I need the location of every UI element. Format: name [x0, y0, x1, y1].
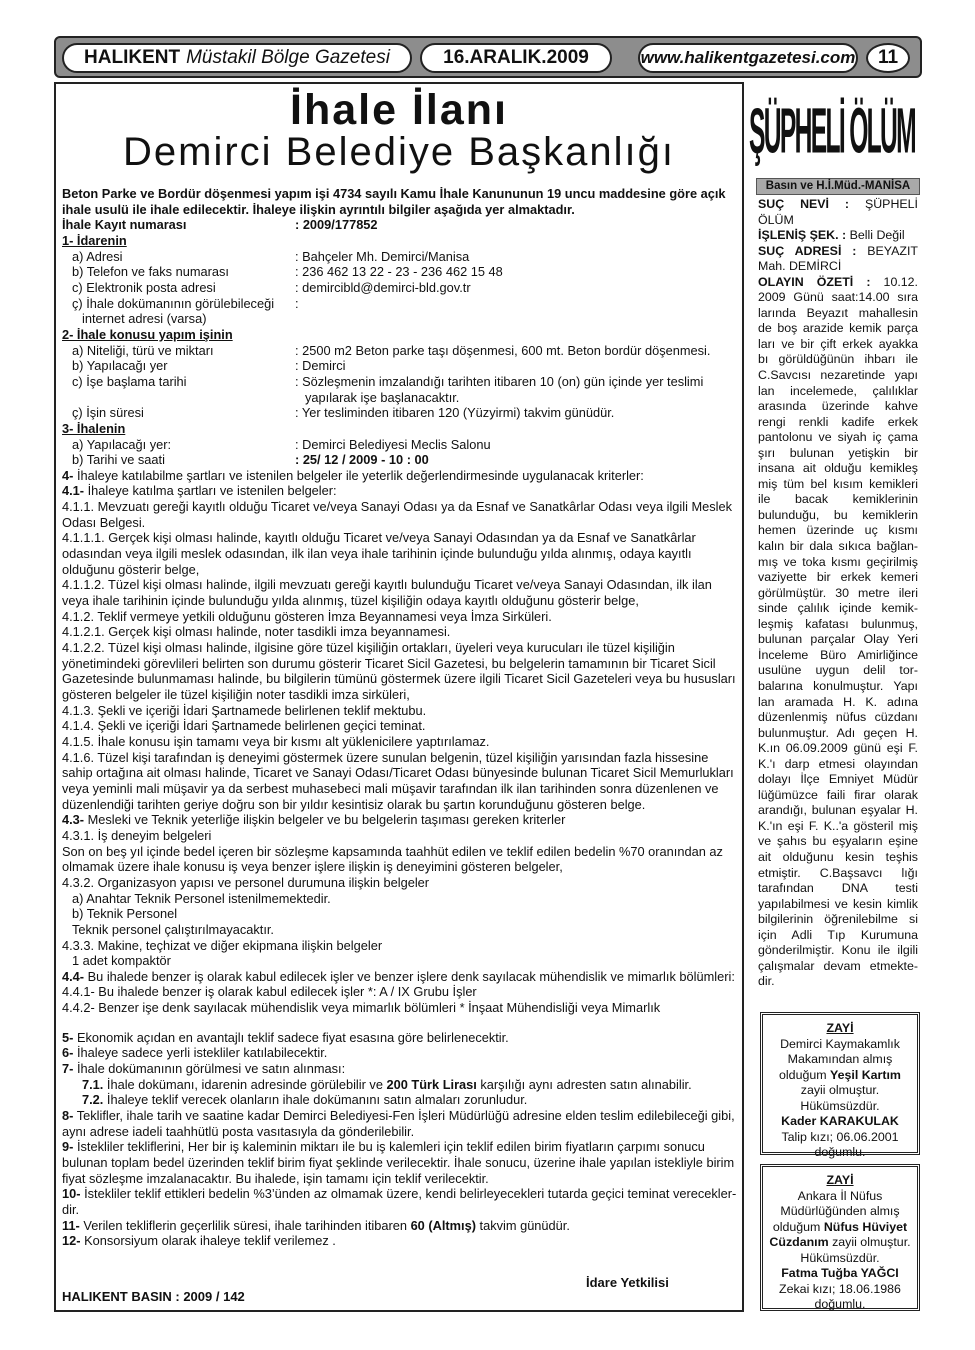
section-7: 7- İhale dokümanının görülmesi ve satın alınması:	[62, 1061, 346, 1077]
item-4-1-1-1: 4.1.1.1. Gerçek kişi olması halinde, kayıtlı olduğu Ticaret ve/veya Sanayi Odasından ya da Esnaf ve Sanatkârlar odasından veya ilgili meslek odasından, ilk ilan veya ihale tarihinin içinde bulunduğu yılda alınmış, odaya kayıtlı olduğunu gösterir belge,	[62, 530, 696, 577]
item-4-1-4: 4.1.4. Şekli ve içeriği İdari Şartnamede belirlenen geçici teminat.	[62, 718, 426, 734]
website-url[interactable]: www.halikentgazetesi.com	[638, 43, 858, 73]
tender-notice	[54, 82, 744, 1312]
section-3-title: 3- İhalenin	[62, 420, 126, 436]
item-4-1-1-2: 4.1.1.2. Tüzel kişi olması halinde, ilgili mevzuatı gereği kayıtlı bulunduğu Ticaret ve/veya Sanayi Odasından, ilk ilan veya ihale tarihinin içinde bulunduğu yılda alınmış, tüzel kişiliğin odaya kayıtlı olduğunu gösterir belge,	[62, 577, 712, 609]
section-8: 8- Teklifler, ihale tarih ve saatine kadar Demirci Belediyesi-Fen İşleri Müdürlüğü adresine elden teslim edilebileceği gibi, aynı adrese iadeli taahhütlü posta vasıtasıyla da gönderilebilir.	[62, 1108, 735, 1139]
news-article: SUÇ NEVİ : ŞÜPHELİ ÖLÜM İŞLENİŞ ŞEK. : Belli Değil SUÇ ADRESİ : BEYAZIT Mah. DEMİRCİ OLAYIN ÖZETİ : 10.12. 2009 Günü saat:14.00 sıra larında Beyazıt mahallesin de boş arazide kemik parça ları ve bir çift erkek ayakka bı görüldüğünün ihbarı ile C.Savcısı nezaretinde yapı lan incelemede, çalılıklar arasında üzerinde kahve rengi renkli kadife erkek pantolonu ve siyah iç çama şırı bulunan yetişkin bir insana ait olduğu kemikleş miş tüm bel kısım kemikleri ile bacak kemiklerinin bulunduğu, bu kemiklerin hemen üzerinde uç kısmı kalın bir dala sıkıca bağlanmış ve toka kısmı geçirilmiş vaziyette bir erkek kemeri görülmüştür. 30 metre ileri sinde çalılık içinde kemikleşmiş kafatası bulunmuş, bulunan parçalar Olay Yeri İnceleme Büro Amirliğince usulüne uygun delil torbalarına konulmuştur. Yapı lan aramada H. K. adına düzenlenmiş nüfus cüzdanı bulunmuştur. Adı geçen H. K.ın 06.09.2009 günü eşi F. K.'ı darp etmesi olayından dolayı İlçe Emniyet Müdür lüğümüzce faili firar olarak arandığı, bulunan eşyalar H. K.'ın eşi F. K..'a gösteril miş ve şahıs bu eşyaların eşine ait olduğunu kesin teşhis etmiştir. C.Başsavcı lığı tarafından DNA testi yapılabilmesi ve kesin kimlik bilgilerinin öğrenilebilme si için Adli Tıp Kurumuna gönderilmiştir. Konu ile ilgili çalışmalar devam etmektedir.	[758, 197, 918, 989]
section-11: 11- Verilen tekliflerin geçerlilik süresi, ihale tarihinden itibaren 60 (Altmış) takvim günüdür.	[62, 1217, 570, 1233]
section-4: 4- İhaleye katılabilme şartları ve istenilen belgeler ile yeterlik değerlendirmesinde uygulanacak kriterler:	[62, 467, 644, 483]
work-duration: ç) İşin süresi : Yer tesliminden itibaren 120 (Yüzyirmi) takvim günüdür.	[72, 405, 615, 421]
tender-datetime: b) Tarihi ve saati : 25/ 12 / 2009 - 10 : 00	[72, 452, 429, 468]
section-2-title: 2- İhale konusu yapım işinin	[62, 326, 233, 342]
tender-intro: Beton Parke ve Bordür döşenmesi yapım işi 4734 sayılı Kamu İhale Kanununun 19 uncu maddesine göre açık ihale usulü ile ihale edilecektir. İhaleye ilişkin ayrıntılı bilgiler aşağıda yer almaktadır.	[62, 186, 726, 217]
section-9: 9- İstekliler tekliflerini, Her bir iş kaleminin miktarı ile bu iş kalemleri için teklif edilen birim fiyatların çarpımı sonucu bulunan toplam bedel üzerinden teklif birim fiyat şeklinde verilecektir. İhale sonucu, üzerine ihale yapılan istekliyle birim fiyat sözleşme imzalanacaktır. Bu ihalede, işin tamamı için teklif verilecektir.	[62, 1139, 735, 1186]
admin-phone-fax: b) Telefon ve faks numarası : 236 462 13 22 - 23 - 236 462 15 48	[72, 264, 503, 280]
item-4-4-2: 4.4.2- Benzer işe denk sayılacak mühendislik veya mimarlık bölümleri * İnşaat Mühendisliği veya Mimarlık	[62, 1000, 661, 1016]
press-reference: HALIKENT BASIN : 2009 / 142	[62, 1289, 245, 1304]
item-4-4-1: 4.4.1- Bu ihalede benzer iş olarak kabul edilecek işler *: A / IX Grubu İşler	[62, 984, 477, 1000]
newspaper-name-bold: HALIKENT	[84, 47, 181, 68]
work-start-date: c) İşe başlama tarihi : Sözleşmenin imzalandığı tarihten itibaren 10 (on) gün içinde yer teslimi yapılarak işe başlanacaktır.	[72, 373, 704, 405]
newspaper-name-italic: Müstakil Bölge Gazetesi	[186, 47, 390, 68]
item-7-1: 7.1. İhale dokümanı, idarenin adresinde görülebilir ve 200 Türk Lirası karşılığı aynı adresten satın alınabilir.	[82, 1076, 692, 1092]
section-4-4: 4.4- Bu ihalede benzer iş olarak kabul edilecek işler ve benzer işlere denk sayılacak mühendislik ve mimarlık bölümleri:	[62, 968, 735, 984]
section-12: 12- Konsorsiyum olarak ihaleye teklif verilemez .	[62, 1233, 336, 1249]
section-4-3: 4.3- Mesleki ve Teknik yeterliğe ilişkin belgeler ve bu belgelerin taşıması gereken kriterler	[62, 812, 566, 828]
tender-venue: a) Yapılacağı yer: : Demirci Belediyesi Meclis Salonu	[72, 436, 491, 452]
item-4-3-3: 4.3.3. Makine, teçhizat ve diğer ekipmana ilişkin belgeler	[62, 937, 383, 953]
section-4-1: 4.1- İhaleye katılma şartları ve istenilen belgeler:	[62, 483, 337, 499]
item-4-3-3-a: 1 adet kompaktör	[72, 953, 171, 969]
tender-registration: İhale Kayıt numarası : 2009/177852	[62, 217, 378, 233]
item-4-3-2-c: Teknik personel çalıştırılmayacaktır.	[72, 921, 274, 937]
work-location: b) Yapılacağı yer : Demirci	[72, 358, 346, 374]
item-4-1-2-1: 4.1.2.1. Gerçek kişi olması halinde, noter tasdikli imza beyannamesi.	[62, 624, 451, 640]
section-10: 10- İstekliler teklif ettikleri bedelin %3’ünden az olmamak üzere, kendi belirleyecekleri tutarda geçici teminat vereceklerdir.	[62, 1186, 737, 1217]
section-1-title: 1- İdarenin	[62, 232, 127, 248]
lost-notice-id-card: ZAYİ Ankara İl Nüfus Müdürlüğünden almış olduğum Nüfus Hüviyet Cüzdanım zayii olmuştur. Hükümsüzdür. Fatma Tuğba YAĞCI Zekai kızı; 18.06.1986 doğumlu.	[760, 1164, 920, 1311]
work-nature: a) Niteliği, türü ve miktarı : 2500 m2 Beton parke taşı döşenmesi, 600 mt. Beton bordür döşenmesi.	[72, 342, 711, 358]
item-4-3-1-text: Son on beş yıl içinde bedel içeren bir sözleşme kapsamında taahhüt edilen ve teklif edilen bedelin %70 oranından az olmamak üzere ihale konusu iş veya benzer işlere ilişkin iş deneyimini gösteren belgeler,	[62, 843, 723, 875]
item-4-1-3: 4.1.3. Şekli ve içeriği İdari Şartnamede belirlenen teklif mektubu.	[62, 702, 427, 718]
section-5: 5- Ekonomik açıdan en avantajlı teklif sadece fiyat esasına göre belirlenecektir.	[62, 1029, 509, 1045]
admin-address: a) Adresi : Bahçeler Mh. Demirci/Manisa	[72, 248, 470, 264]
item-4-3-2-b: b) Teknik Personel	[72, 906, 178, 922]
page-number: 11	[866, 43, 910, 73]
page-header	[54, 36, 922, 78]
tender-body	[62, 186, 742, 1249]
tender-title: İhale İlanı	[290, 86, 508, 134]
admin-email: c) Elektronik posta adresi : demircibld@demirci-bld.gov.tr	[72, 279, 471, 295]
lost-notice-green-card: ZAYİ Demirci Kaymakamlık Makamından almış olduğum Yeşil Kartım zayii olmuştur. Hükümsüzdür. Kader KARAKULAK Talip kızı; 06.06.2001 doğumlu.	[760, 1012, 920, 1155]
item-4-1-1: 4.1.1. Mevzuatı gereği kayıtlı olduğu Ticaret ve/veya Sanayi Odası ya da Esnaf ve Sanatkârlar Odası veya ilgili Meslek Odası Belgesi.	[62, 499, 733, 530]
item-4-3-2-a: a) Anahtar Teknik Personel istenilmemektedir.	[72, 890, 331, 906]
item-4-1-2-2: 4.1.2.2. Tüzel kişi olması halinde, ilgisine göre tüzel kişiliğin ortakları, üyeleri veya kurucuları ile tüzel kişiliğin yönetimindeki görevlileri belirten son durumu gösterir Ticaret Sicil Gazetesi, bu belgelerin tamamının bir Ticaret Sicil Gazetesinde bulunmaması halinde, bu bilgilerin tümünü göstermek üzere ilgili Ticaret Sicil Gazeteleri veya bu hususları gösteren belgeler ile tüzel kişiliğin noter tasdikli imza sirküleri,	[62, 640, 736, 702]
item-4-1-5: 4.1.5. İhale konusu işin tamamı veya bir kısmı alt yüklenicilere yaptırılamaz.	[62, 733, 490, 749]
item-4-1-6: 4.1.6. Tüzel kişi tarafından iş deneyimi göstermek üzere sunulan belgenin, tüzel kişiliğin yarısından fazla hissesine sahip ortağına ait olması halinde, Ticaret ve Sanayi Odası/Ticaret Odası bünyesinde bulunan Ticaret Sicil Memurlukları veya yeminli mali müşavir ya da serbest muhasebeci mali müşavir tarafından ilk ilan tarihinden sonra düzenlenen ve düzenlendiği tarihten geriye doğru son bir yıldır kesintisiz olarak bu şartın korunduğunu gösteren belge.	[62, 749, 734, 812]
tender-subtitle: Demirci Belediye Başkanlığı	[123, 130, 675, 174]
spacer	[62, 1016, 742, 1030]
issue-date: 16.ARALIK.2009	[420, 43, 612, 73]
section-6: 6- İhaleye sadece yerli istekliler katılabilecektir.	[62, 1045, 328, 1061]
item-4-3-1: 4.3.1. İş deneyim belgeleri	[62, 827, 212, 843]
item-7-2: 7.2. İhaleye teklif verecek olanların ihale dokümanını satın almaları zorunludur.	[82, 1092, 528, 1108]
admin-doc-url: ç) İhale dokümanının görülebileceği internet adresi (varsa) :	[72, 295, 299, 327]
news-headline: ŞÜPHELİ ÖLÜM	[748, 95, 916, 167]
item-4-1-2: 4.1.2. Teklif vermeye yetkili olduğunu gösteren İmza Beyannamesi veya İmza Sirküleri.	[62, 608, 552, 624]
item-4-3-2: 4.3.2. Organizasyon yapısı ve personel durumuna ilişkin belgeler	[62, 874, 430, 890]
signature-label: İdare Yetkilisi	[586, 1275, 669, 1290]
news-source: Basın ve H.İ.Müd.-MANİSA	[756, 178, 920, 195]
newspaper-name	[62, 43, 412, 73]
